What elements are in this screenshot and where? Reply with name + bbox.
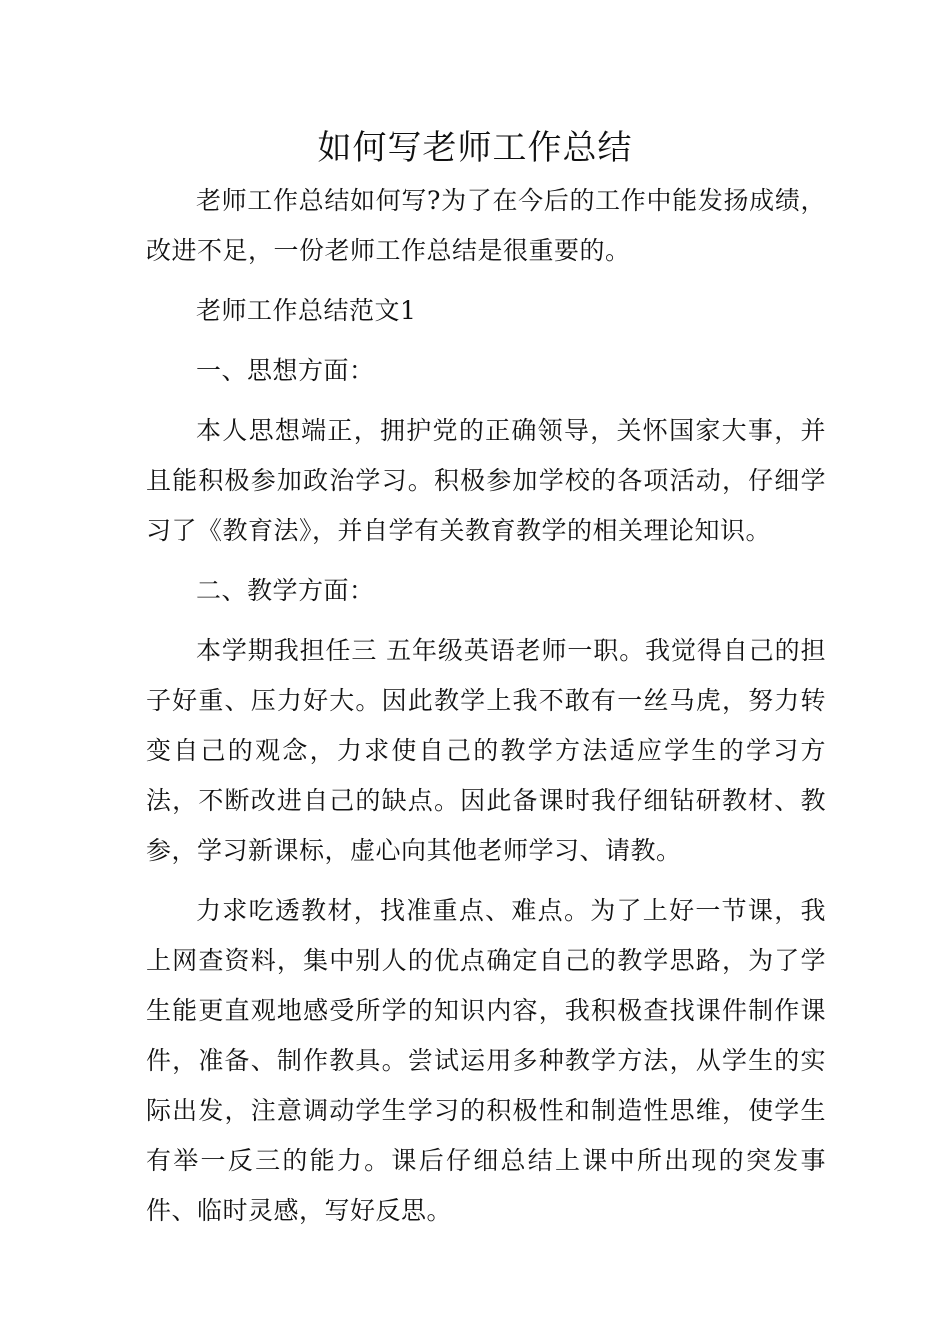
section-heading-teaching: 二、教学方面： [196,576,375,605]
document-body [146,176,826,1236]
teaching-paragraph-1: 本学期我担任三 五年级英语老师一职。我觉得自己的担子好重、压力好大。因此教学上我不敢有一丝马虎，努力转变自己的观念，力求使自己的教学方法适应学生的学习方法，不断改进自己的缺点。因此备课时我仔细钻研教材、教参，学习新课标，虚心向其他老师学习、请教。 [146,636,826,865]
thought-paragraph: 本人思想端正，拥护党的正确领导，关怀国家大事，并且能积极参加政治学习。积极参加学校的各项活动，仔细学习了《教育法》，并自学有关教育教学的相关理论知识。 [146,416,826,545]
document-title: 如何写老师工作总结 [317,128,633,168]
sample-heading: 老师工作总结范文1 [196,296,417,325]
section-heading-thought: 一、思想方面： [196,356,375,385]
teaching-paragraph-2: 力求吃透教材，找准重点、难点。为了上好一节课，我上网查资料，集中别人的优点确定自己的教学思路，为了学生能更直观地感受所学的知识内容，我积极查找课件制作课件，准备、制作教具。尝试运用多种教学方法，从学生的实际出发，注意调动学生学习的积极性和制造性思维，使学生有举一反三的能力。课后仔细总结上课中所出现的突发事件、临时灵感，写好反思。 [146,896,826,1225]
intro-paragraph: 老师工作总结如何写?为了在今后的工作中能发扬成绩，改进不足，一份老师工作总结是很重要的。 [146,186,826,265]
